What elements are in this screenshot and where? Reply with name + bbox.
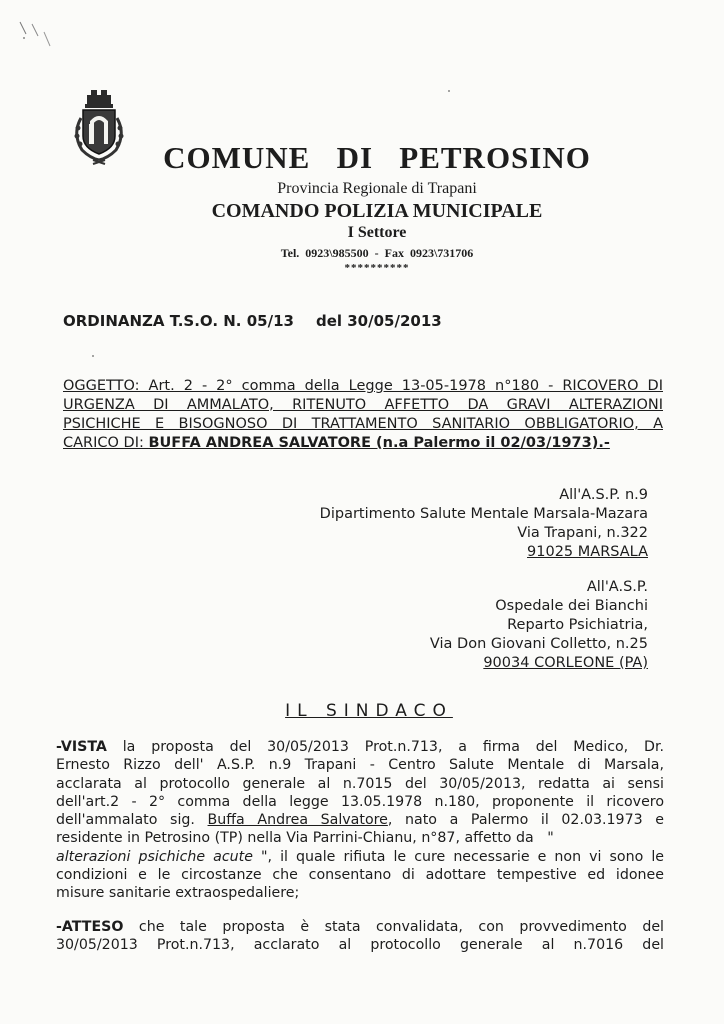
subject-line: URGENZA DI AMMALATO, RITENUTO AFFETTO DA GRAVI ALTERAZIONI [63, 397, 663, 413]
addressee-line: Reparto Psichiatria, [507, 617, 648, 633]
paragraph-line: Ernesto Rizzo dell' A.S.P. n.9 Trapani - Centro Salute Mentale di Marsala, [56, 757, 664, 774]
addressee-line: Via Trapani, n.322 [517, 525, 648, 541]
municipality-title: COMUNE DI PETROSINO [163, 140, 591, 175]
scan-speck [448, 90, 450, 92]
paragraph-line: alterazioni psichiche acute ", il quale rifiuta le cure necessarie e non vi sono le [56, 848, 664, 865]
addressee-line: Dipartimento Salute Mentale Marsala-Mazara [319, 506, 648, 522]
subject-line: CARICO DI: BUFFA ANDREA SALVATORE (n.a Palermo il 02/03/1973).- [63, 435, 610, 451]
addressee-block [320, 486, 648, 562]
subject-person: BUFFA ANDREA SALVATORE (n.a Palermo il 02/03/1973).- [148, 435, 610, 451]
addressee-line: Ospedale dei Bianchi [495, 598, 648, 614]
department-title: COMANDO POLIZIA MUNICIPALE [211, 200, 543, 222]
province-line: Provincia Regionale di Trapani [277, 180, 477, 197]
subject-line: OGGETTO: Art. 2 - 2° comma della Legge 13-05-1978 n°180 - RICOVERO DI [63, 378, 663, 394]
paragraph-line: dell'art.2 - 2° comma della legge 13.05.1978 n.180, proponente il ricovero [56, 793, 664, 810]
addressee-line: All'A.S.P. [586, 579, 648, 595]
paragraph-line: misure sanitarie extraospedaliere; [56, 885, 300, 902]
addressee-line: All'A.S.P. n.9 [559, 487, 648, 503]
paragraph-line: residente in Petrosino (TP) nella Via Parrini-Chianu, n°87, affetto da " [56, 830, 554, 847]
paragraph-label: -ATTESO [56, 919, 124, 935]
atteso-paragraph [56, 918, 664, 955]
scan-mark [18, 18, 54, 48]
diagnosis: alterazioni psichiche acute [56, 848, 253, 865]
paragraph-line: dell'ammalato sig. Buffa Andrea Salvatore, nato a Palermo il 02.03.1973 e [56, 812, 664, 829]
ordinance-date: del 30/05/2013 [315, 312, 442, 330]
addressee-block [430, 578, 648, 673]
paragraph-line: 30/05/2013 Prot.n.713, acclarato al protocollo generale al n.7016 del [56, 937, 664, 954]
paragraph-label: -VISTA [56, 739, 107, 755]
header-separator: ********** [344, 262, 410, 274]
section-title: IL SINDACO [285, 701, 453, 721]
paragraph-line: acclarata al protocollo generale al n.7015 del 30/05/2013, redatta ai sensi [56, 775, 664, 792]
sector-line: I Settore [347, 224, 407, 241]
paragraph-line: -ATTESO che tale proposta è stata convalidata, con provvedimento del [56, 919, 664, 935]
scan-speck [92, 355, 94, 357]
ordinance-heading [63, 312, 442, 330]
vista-paragraph [56, 738, 664, 903]
addressee-city: 90034 CORLEONE (PA) [483, 655, 648, 671]
addressee-city: 91025 MARSALA [527, 544, 648, 560]
subject-line: PSICHICHE E BISOGNOSO DI TRATTAMENTO SANITARIO OBBLIGATORIO, A [63, 416, 663, 432]
paragraph-line: condizioni e le circostanze che consentano di adottare tempestive ed idonee [56, 867, 664, 884]
subject-block [63, 377, 663, 453]
patient-name: Buffa Andrea Salvatore [207, 812, 388, 829]
addressee-line: Via Don Giovani Colletto, n.25 [429, 636, 648, 652]
paragraph-line: -VISTA la proposta del 30/05/2013 Prot.n.713, a firma del Medico, Dr. [56, 739, 664, 755]
contact-line: Tel. 0923\985500 - Fax 0923\731706 [280, 246, 474, 260]
ordinance-number: ORDINANZA T.S.O. N. 05/13 [63, 312, 294, 330]
